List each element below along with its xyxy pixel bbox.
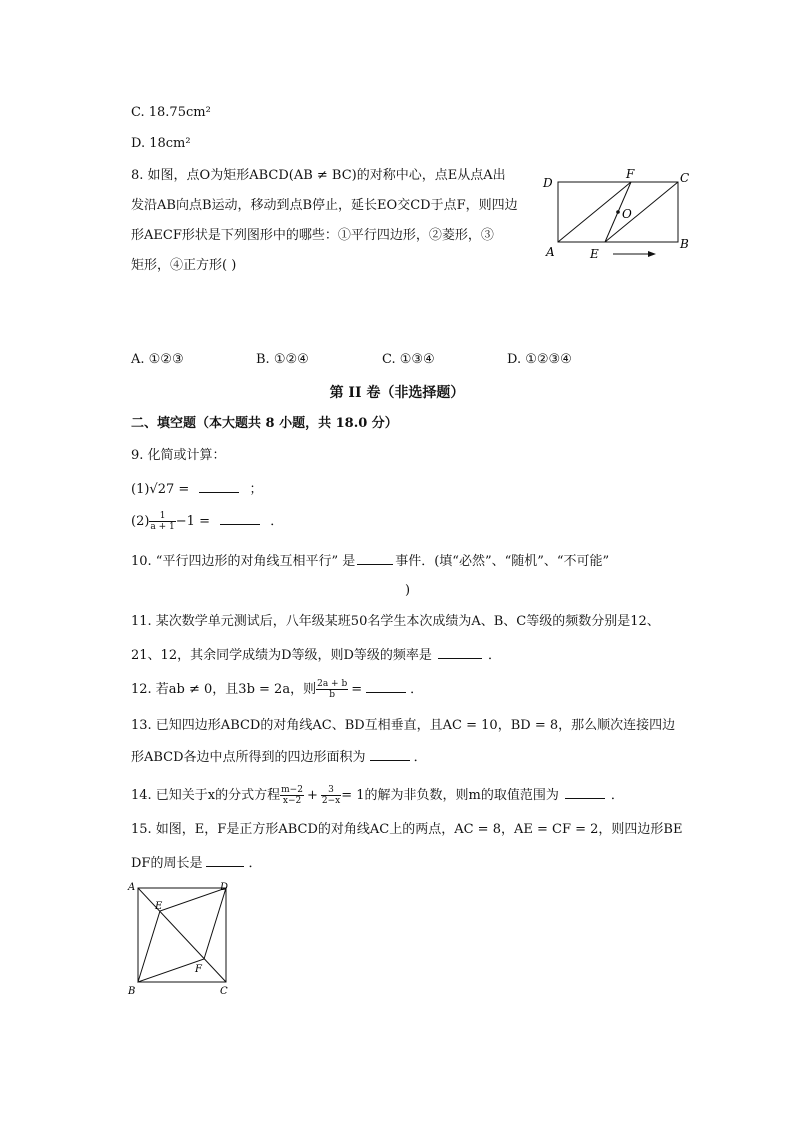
q9-part1-suffix: ； [249, 482, 263, 497]
q13-blank [370, 746, 410, 761]
q10-prefix: 10. “平行四边形的对角线互相平行” 是 [131, 554, 356, 569]
q8-stem-line1: 8. 如图，点O为矩形ABCD(AB ≠ BC)的对称中心，点E从点A出 [131, 168, 506, 183]
q13-line2-suffix: ． [413, 750, 427, 765]
q15-label-f: F [195, 964, 202, 975]
q12-mid: = [351, 682, 363, 697]
q12-fraction-num: 2a + b [317, 679, 348, 689]
q8-label-c: C [680, 171, 690, 185]
q13-line1: 13. 已知四边形ABCD的对角线AC、BD互相垂直，且AC = 10，BD = 8，那么顺次连接四边 [131, 718, 676, 733]
q15-line2 [131, 852, 261, 874]
q8-label-f: F [626, 167, 635, 181]
q8-label-o: O [622, 207, 632, 221]
q15-line2-prefix: DF的周长是 [131, 856, 203, 871]
q14-prefix: 14. 已知关于x的分式方程 [131, 788, 281, 803]
q9-part2-blank [220, 510, 260, 525]
q9-part2-mid: −1 = [175, 514, 210, 529]
q11-line2-suffix: ． [487, 648, 501, 663]
q8-option-d: D. ①②③④ [507, 352, 572, 367]
q7-option-c: C. 18.75cm² [131, 105, 211, 120]
q13-line2 [131, 746, 427, 768]
q8-option-c: C. ①③④ [382, 352, 435, 367]
q9-part1-blank [199, 478, 239, 493]
q9-part1-prefix: (1)√27 = [131, 482, 190, 497]
q14-f2-num: 3 [321, 785, 341, 796]
q14-f1-den: x−2 [282, 796, 302, 806]
q11-line2-prefix: 21、12，其余同学成绩为D等级，则D等级的频率是 [131, 648, 432, 663]
q10-tail: ) [405, 583, 411, 598]
section-title: 第 II 卷（非选择题） [329, 385, 465, 401]
q9-part2-suffix: ． [270, 514, 284, 529]
q7-option-d: D. 18cm² [131, 136, 191, 151]
q12-suffix: ． [410, 682, 424, 697]
q14-f1-num: m−2 [281, 785, 303, 795]
q11-blank [438, 644, 482, 659]
q9-fraction-den: a + 1 [150, 522, 175, 532]
q14-fraction-1 [280, 785, 304, 806]
q14-plus: + [306, 788, 318, 803]
q12-fraction [316, 679, 348, 700]
q8-label-b: B [680, 237, 689, 251]
q8-stem-line4: 矩形，④正方形( ) [131, 258, 237, 273]
q8-label-e: E [590, 247, 599, 261]
q8-label-d: D [543, 176, 553, 190]
q12-line [131, 678, 423, 700]
q13-line2-prefix: 形ABCD各边中点所得到的四边形面积为 [131, 750, 366, 765]
q14-f2-den: 2−x [321, 796, 341, 806]
q15-blank [206, 852, 244, 867]
q11-line1: 11. 某次数学单元测试后，八年级某班50名学生本次成绩为A、B、C等级的频数分别是12、 [131, 614, 660, 629]
q8-option-a: A. ①②③ [131, 352, 184, 367]
q9-part2 [131, 510, 283, 532]
q8-option-b: B. ①②④ [256, 352, 309, 367]
q12-blank [366, 678, 406, 693]
q11-line2 [131, 644, 501, 666]
q9-fraction [149, 511, 175, 532]
q15-label-d: D [220, 882, 229, 893]
section2-header: 二、填空题（本大题共 8 小题，共 18.0 分） [131, 416, 398, 431]
q14-line [131, 784, 624, 806]
q15-label-a: A [128, 882, 136, 893]
q9-fraction-num: 1 [149, 511, 175, 522]
q8-rectangle-figure [538, 166, 718, 266]
q10-suffix: 事件．(填“必然”、“随机”、“不可能” [395, 554, 610, 569]
q15-label-b: B [128, 986, 136, 997]
q10-blank [357, 550, 393, 565]
q14-mid: = 1的解为非负数，则m的取值范围为 [341, 788, 559, 803]
q14-suffix: ． [610, 788, 624, 803]
q8-stem-line2: 发沿AB向点B运动，移动到点B停止，延长EO交CD于点F，则四边 [131, 198, 518, 213]
q15-label-c: C [220, 986, 228, 997]
q15-line2-suffix: ． [248, 856, 262, 871]
q14-fraction-2 [321, 785, 341, 806]
q15-square-figure [124, 878, 244, 998]
q9-part2-prefix: (2) [131, 514, 150, 529]
q9-stem: 9. 化简或计算： [131, 448, 226, 463]
q8-stem-line3: 形AECF形状是下列图形中的哪些：①平行四边形，②菱形，③ [131, 228, 494, 243]
q12-prefix: 12. 若ab ≠ 0，且3b = 2a，则 [131, 682, 317, 697]
q15-label-e: E [155, 901, 163, 912]
q14-blank [565, 784, 605, 799]
q12-fraction-den: b [329, 690, 336, 700]
q8-label-a: A [546, 245, 555, 259]
q15-line1: 15. 如图，E，F是正方形ABCD的对角线AC上的两点，AC = 8，AE = CF = 2，则四边形BE [131, 822, 683, 837]
q10-line1 [131, 550, 609, 572]
q9-part1 [131, 478, 263, 500]
